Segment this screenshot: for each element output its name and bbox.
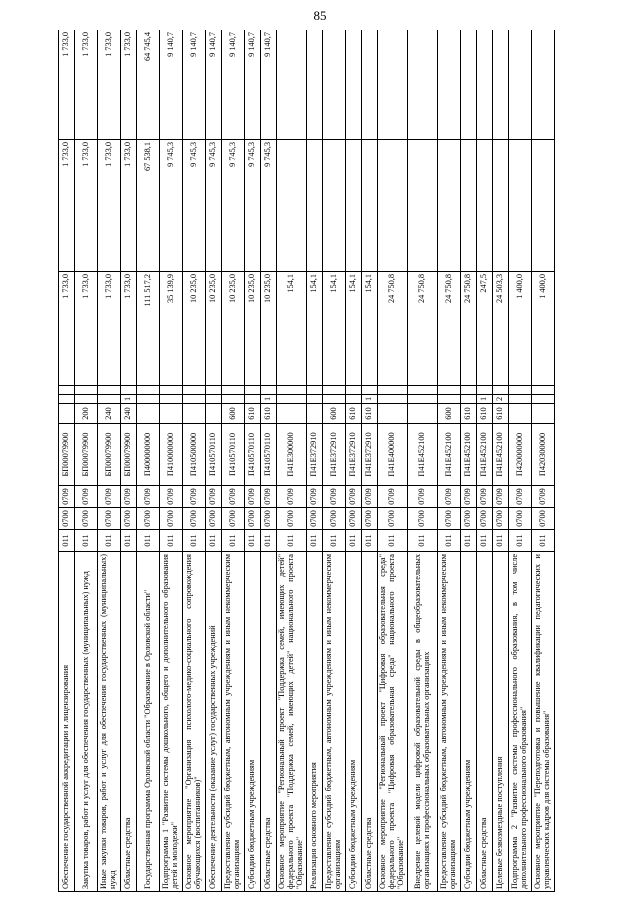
amount-year-2 (509, 140, 532, 272)
subsection-code: 0709 (206, 486, 222, 508)
expense-type-code: 610 (261, 404, 277, 424)
table-row (121, 30, 137, 892)
amount-year-3: 64 745,4 (137, 30, 160, 140)
amount-year-3 (362, 30, 378, 140)
table-row (509, 30, 532, 892)
source-code: 2 (493, 395, 509, 404)
amount-year-2: 9 745,3 (183, 140, 206, 272)
section-code: 0700 (346, 508, 362, 530)
grbs-code: 011 (75, 530, 98, 552)
amount-year-3: 1 733,0 (75, 30, 98, 140)
amount-year-3: 9 140,7 (261, 30, 277, 140)
amount-year-1: 24 750,8 (461, 272, 477, 386)
amount-year-3 (408, 30, 438, 140)
table-row (245, 30, 261, 892)
row-name: Областные средства (261, 552, 277, 892)
amount-year-2: 1 733,0 (59, 140, 75, 272)
amount-year-2 (438, 140, 461, 272)
amount-year-3 (493, 30, 509, 140)
row-name: Основное мероприятие "Организация психолого-медико-социального сопровождения обучающихся (воспитанников)" (183, 552, 206, 892)
expense-type-code: 600 (438, 404, 461, 424)
expense-type-code (408, 404, 438, 424)
target-article-code: П41Е452100 (438, 424, 461, 486)
extra-code (509, 386, 532, 395)
target-article-code: БП00079900 (121, 424, 137, 486)
amount-year-2: 1 733,0 (98, 140, 121, 272)
grbs-code: 011 (277, 530, 307, 552)
amount-year-2 (461, 140, 477, 272)
amount-year-1: 24 750,8 (438, 272, 461, 386)
extra-code (183, 386, 206, 395)
amount-year-1: 154,1 (307, 272, 323, 386)
expense-type-code (206, 404, 222, 424)
source-code (307, 395, 323, 404)
amount-year-1: 1 400,0 (509, 272, 532, 386)
grbs-code: 011 (532, 530, 555, 552)
target-article-code: П420000000 (509, 424, 532, 486)
target-article-code: П410570110 (206, 424, 222, 486)
amount-year-2 (532, 140, 555, 272)
expense-type-code (277, 404, 307, 424)
target-article-code: П41Е300000 (277, 424, 307, 486)
extra-code (277, 386, 307, 395)
target-article-code: П410570110 (245, 424, 261, 486)
extra-code (59, 386, 75, 395)
amount-year-2 (307, 140, 323, 272)
table-row (307, 30, 323, 892)
extra-code (408, 386, 438, 395)
grbs-code: 011 (206, 530, 222, 552)
grbs-code: 011 (183, 530, 206, 552)
target-article-code: П41Е452100 (477, 424, 493, 486)
subsection-code: 0709 (477, 486, 493, 508)
amount-year-2: 9 745,3 (245, 140, 261, 272)
amount-year-3 (307, 30, 323, 140)
target-article-code: П41Е400000 (378, 424, 408, 486)
row-name: Подпрограмма 1 "Развитие системы дошкольного, общего и дополнительного образования детей и молодежи" (160, 552, 183, 892)
section-code: 0700 (323, 508, 346, 530)
subsection-code: 0709 (222, 486, 245, 508)
row-name: Основное мероприятие "Региональный проект "Цифровая образовательная среда" федерального проекта "Цифровая образовательная среда" национального проекта "Образование" (378, 552, 408, 892)
target-article-code: П410500000 (183, 424, 206, 486)
section-code: 0700 (222, 508, 245, 530)
amount-year-2 (408, 140, 438, 272)
grbs-code: 011 (59, 530, 75, 552)
table-row (323, 30, 346, 892)
target-article-code: П410000000 (160, 424, 183, 486)
row-name: Обеспечение деятельности (оказание услуг) государственных учреждений (206, 552, 222, 892)
section-code: 0700 (362, 508, 378, 530)
amount-year-3 (477, 30, 493, 140)
expense-type-code (160, 404, 183, 424)
amount-year-2 (477, 140, 493, 272)
row-name: Государственная программа Орловской области "Образование в Орловской области" (137, 552, 160, 892)
section-code: 0700 (75, 508, 98, 530)
amount-year-2: 9 745,3 (261, 140, 277, 272)
subsection-code: 0709 (183, 486, 206, 508)
target-article-code: П41Е372910 (346, 424, 362, 486)
amount-year-3 (438, 30, 461, 140)
subsection-code: 0709 (75, 486, 98, 508)
amount-year-2 (362, 140, 378, 272)
section-code: 0700 (408, 508, 438, 530)
row-name: Субсидии бюджетным учреждениям (461, 552, 477, 892)
table-row (477, 30, 493, 892)
grbs-code: 011 (493, 530, 509, 552)
amount-year-1: 10 235,0 (261, 272, 277, 386)
table-row (346, 30, 362, 892)
row-name: Областные средства (362, 552, 378, 892)
subsection-code: 0709 (98, 486, 121, 508)
subsection-code: 0709 (362, 486, 378, 508)
amount-year-1: 10 235,0 (245, 272, 261, 386)
amount-year-1: 24 750,8 (408, 272, 438, 386)
table-row (532, 30, 555, 892)
page-number: 85 (313, 8, 327, 23)
expense-type-code: 240 (98, 404, 121, 424)
expense-type-code: 610 (477, 404, 493, 424)
amount-year-2 (378, 140, 408, 272)
grbs-code: 011 (261, 530, 277, 552)
grbs-code: 011 (362, 530, 378, 552)
subsection-code: 0709 (532, 486, 555, 508)
expense-type-code (378, 404, 408, 424)
subsection-code: 0709 (346, 486, 362, 508)
section-code: 0700 (245, 508, 261, 530)
section-code: 0700 (477, 508, 493, 530)
grbs-code: 011 (121, 530, 137, 552)
subsection-code: 0709 (493, 486, 509, 508)
source-code (378, 395, 408, 404)
row-name: Основное мероприятие "Переподготовка и повышение квалификации педагогических и управленческих кадров для системы образования" (532, 552, 555, 892)
source-code (59, 395, 75, 404)
amount-year-1: 35 139,9 (160, 272, 183, 386)
amount-year-2 (277, 140, 307, 272)
source-code: 1 (362, 395, 378, 404)
amount-year-1: 10 235,0 (222, 272, 245, 386)
subsection-code: 0709 (59, 486, 75, 508)
table-row (59, 30, 75, 892)
grbs-code: 011 (98, 530, 121, 552)
amount-year-3: 1 733,0 (59, 30, 75, 140)
section-code: 0700 (378, 508, 408, 530)
subsection-code: 0709 (261, 486, 277, 508)
expense-type-code (59, 404, 75, 424)
grbs-code: 011 (307, 530, 323, 552)
amount-year-2: 1 733,0 (75, 140, 98, 272)
amount-year-3: 9 140,7 (222, 30, 245, 140)
amount-year-3: 1 733,0 (121, 30, 137, 140)
source-code (346, 395, 362, 404)
expense-type-code: 200 (75, 404, 98, 424)
row-name: Субсидии бюджетным учреждениям (346, 552, 362, 892)
extra-code (137, 386, 160, 395)
extra-code (461, 386, 477, 395)
expense-type-code: 610 (346, 404, 362, 424)
table-row (261, 30, 277, 892)
amount-year-3: 9 140,7 (245, 30, 261, 140)
subsection-code: 0709 (307, 486, 323, 508)
extra-code (378, 386, 408, 395)
subsection-code: 0709 (461, 486, 477, 508)
subsection-code: 0709 (378, 486, 408, 508)
section-code: 0700 (307, 508, 323, 530)
amount-year-3 (346, 30, 362, 140)
target-article-code: П41Е452100 (493, 424, 509, 486)
expense-type-code (532, 404, 555, 424)
row-name: Областные средства (477, 552, 493, 892)
row-name: Иные закупки товаров, работ и услуг для обеспечения государственных (муниципальных) нужд (98, 552, 121, 892)
subsection-code: 0709 (408, 486, 438, 508)
table-row (183, 30, 206, 892)
row-name: Реализация основного мероприятия (307, 552, 323, 892)
row-name: Областные средства (121, 552, 137, 892)
grbs-code: 011 (477, 530, 493, 552)
section-code: 0700 (277, 508, 307, 530)
table-row (277, 30, 307, 892)
grbs-code: 011 (160, 530, 183, 552)
source-code (277, 395, 307, 404)
target-article-code: П41Е372910 (307, 424, 323, 486)
amount-year-1: 111 517,2 (137, 272, 160, 386)
grbs-code: 011 (222, 530, 245, 552)
amount-year-2 (493, 140, 509, 272)
expense-type-code (307, 404, 323, 424)
amount-year-1: 1 733,0 (59, 272, 75, 386)
grbs-code: 011 (245, 530, 261, 552)
target-article-code: П410570110 (261, 424, 277, 486)
amount-year-1: 247,5 (477, 272, 493, 386)
expense-type-code: 610 (362, 404, 378, 424)
table-row (408, 30, 438, 892)
source-code (408, 395, 438, 404)
amount-year-1: 24 750,8 (378, 272, 408, 386)
section-code: 0700 (137, 508, 160, 530)
source-code: 1 (261, 395, 277, 404)
budget-table-body (59, 30, 555, 892)
amount-year-2: 67 538,1 (137, 140, 160, 272)
section-code: 0700 (59, 508, 75, 530)
extra-code (362, 386, 378, 395)
amount-year-2: 9 745,3 (206, 140, 222, 272)
source-code: 1 (477, 395, 493, 404)
row-name: Предоставление субсидий бюджетным, автономным учреждениям и иным некоммерческим организациям (323, 552, 346, 892)
subsection-code: 0709 (277, 486, 307, 508)
section-code: 0700 (509, 508, 532, 530)
target-article-code: БП00079900 (59, 424, 75, 486)
expense-type-code: 610 (245, 404, 261, 424)
budget-table (58, 30, 555, 892)
amount-year-1: 154,1 (277, 272, 307, 386)
extra-code (346, 386, 362, 395)
amount-year-3 (277, 30, 307, 140)
section-code: 0700 (261, 508, 277, 530)
subsection-code: 0709 (509, 486, 532, 508)
source-code: 1 (121, 395, 137, 404)
expense-type-code: 610 (461, 404, 477, 424)
table-row (493, 30, 509, 892)
extra-code (261, 386, 277, 395)
subsection-code: 0709 (121, 486, 137, 508)
amount-year-1: 1 733,0 (121, 272, 137, 386)
target-article-code: П400000000 (137, 424, 160, 486)
extra-code (438, 386, 461, 395)
amount-year-3 (532, 30, 555, 140)
expense-type-code (137, 404, 160, 424)
table-row (75, 30, 98, 892)
section-code: 0700 (438, 508, 461, 530)
amount-year-1: 154,1 (323, 272, 346, 386)
section-code: 0700 (121, 508, 137, 530)
target-article-code: БП00079900 (75, 424, 98, 486)
section-code: 0700 (183, 508, 206, 530)
table-row (438, 30, 461, 892)
amount-year-1: 1 733,0 (98, 272, 121, 386)
target-article-code: П420300000 (532, 424, 555, 486)
amount-year-1: 154,1 (362, 272, 378, 386)
extra-code (477, 386, 493, 395)
table-row (378, 30, 408, 892)
amount-year-1: 24 503,3 (493, 272, 509, 386)
source-code (509, 395, 532, 404)
amount-year-3: 9 140,7 (160, 30, 183, 140)
row-name: Предоставление субсидий бюджетным, автономным учреждениям и иным некоммерческим организациям (222, 552, 245, 892)
extra-code (75, 386, 98, 395)
row-name: Субсидии бюджетным учреждениям (245, 552, 261, 892)
amount-year-3 (461, 30, 477, 140)
expense-type-code (509, 404, 532, 424)
expense-type-code (183, 404, 206, 424)
grbs-code: 011 (378, 530, 408, 552)
source-code (461, 395, 477, 404)
amount-year-2: 1 733,0 (121, 140, 137, 272)
grbs-code: 011 (461, 530, 477, 552)
row-name: Внедрение целевой модели цифровой образовательной среды в общеобразовательных организациях и профессиональных образовательных организациях (408, 552, 438, 892)
expense-type-code: 600 (222, 404, 245, 424)
amount-year-3: 1 733,0 (98, 30, 121, 140)
source-code (75, 395, 98, 404)
source-code (438, 395, 461, 404)
section-code: 0700 (206, 508, 222, 530)
source-code (222, 395, 245, 404)
grbs-code: 011 (137, 530, 160, 552)
table-row (206, 30, 222, 892)
grbs-code: 011 (438, 530, 461, 552)
source-code (137, 395, 160, 404)
expense-type-code: 610 (493, 404, 509, 424)
subsection-code: 0709 (160, 486, 183, 508)
table-row (362, 30, 378, 892)
extra-code (206, 386, 222, 395)
extra-code (121, 386, 137, 395)
rotated-table-container (58, 30, 588, 892)
source-code (98, 395, 121, 404)
table-row (160, 30, 183, 892)
amount-year-2 (323, 140, 346, 272)
extra-code (98, 386, 121, 395)
target-article-code: П410570110 (222, 424, 245, 486)
amount-year-2: 9 745,3 (160, 140, 183, 272)
source-code (245, 395, 261, 404)
extra-code (245, 386, 261, 395)
row-name: Подпрограмма 2 "Развитие системы профессионального образования, в том числе дополнительного профессионального образования" (509, 552, 532, 892)
amount-year-3 (509, 30, 532, 140)
target-article-code: П41Е452100 (408, 424, 438, 486)
amount-year-1: 10 235,0 (183, 272, 206, 386)
expense-type-code: 600 (323, 404, 346, 424)
row-name: Закупка товаров, работ и услуг для обеспечения государственных (муниципальных) нужд (75, 552, 98, 892)
subsection-code: 0709 (438, 486, 461, 508)
extra-code (160, 386, 183, 395)
section-code: 0700 (532, 508, 555, 530)
source-code (323, 395, 346, 404)
extra-code (323, 386, 346, 395)
amount-year-2 (346, 140, 362, 272)
extra-code (222, 386, 245, 395)
target-article-code: П41Е372910 (362, 424, 378, 486)
amount-year-1: 10 235,0 (206, 272, 222, 386)
subsection-code: 0709 (323, 486, 346, 508)
source-code (206, 395, 222, 404)
target-article-code: БП00079900 (98, 424, 121, 486)
section-code: 0700 (493, 508, 509, 530)
grbs-code: 011 (408, 530, 438, 552)
subsection-code: 0709 (137, 486, 160, 508)
amount-year-1: 1 733,0 (75, 272, 98, 386)
amount-year-3: 9 140,7 (183, 30, 206, 140)
extra-code (532, 386, 555, 395)
row-name: Предоставление субсидий бюджетным, автономным учреждениям и иным некоммерческим организациям (438, 552, 461, 892)
rotated-page-area (58, 30, 588, 892)
amount-year-3 (378, 30, 408, 140)
amount-year-3 (323, 30, 346, 140)
amount-year-1: 1 400,0 (532, 272, 555, 386)
table-row (98, 30, 121, 892)
target-article-code: П41Е452100 (461, 424, 477, 486)
table-row (461, 30, 477, 892)
expense-type-code: 240 (121, 404, 137, 424)
grbs-code: 011 (509, 530, 532, 552)
section-code: 0700 (160, 508, 183, 530)
extra-code (307, 386, 323, 395)
table-row (137, 30, 160, 892)
source-code (160, 395, 183, 404)
subsection-code: 0709 (245, 486, 261, 508)
amount-year-2: 9 745,3 (222, 140, 245, 272)
grbs-code: 011 (346, 530, 362, 552)
source-code (183, 395, 206, 404)
row-name: Основное мероприятие "Региональный проект "Поддержка семей, имеющих детей" федерального проекта "Поддержка семей, имеющих детей" национального проекта "Образование" (277, 552, 307, 892)
amount-year-3: 9 140,7 (206, 30, 222, 140)
grbs-code: 011 (323, 530, 346, 552)
source-code (532, 395, 555, 404)
row-name: Обеспечение государственной аккредитации и лицензирования (59, 552, 75, 892)
row-name: Целевые безвозмездные поступления (493, 552, 509, 892)
extra-code (493, 386, 509, 395)
target-article-code: П41Е372910 (323, 424, 346, 486)
section-code: 0700 (461, 508, 477, 530)
amount-year-1: 154,1 (346, 272, 362, 386)
section-code: 0700 (98, 508, 121, 530)
table-row (222, 30, 245, 892)
